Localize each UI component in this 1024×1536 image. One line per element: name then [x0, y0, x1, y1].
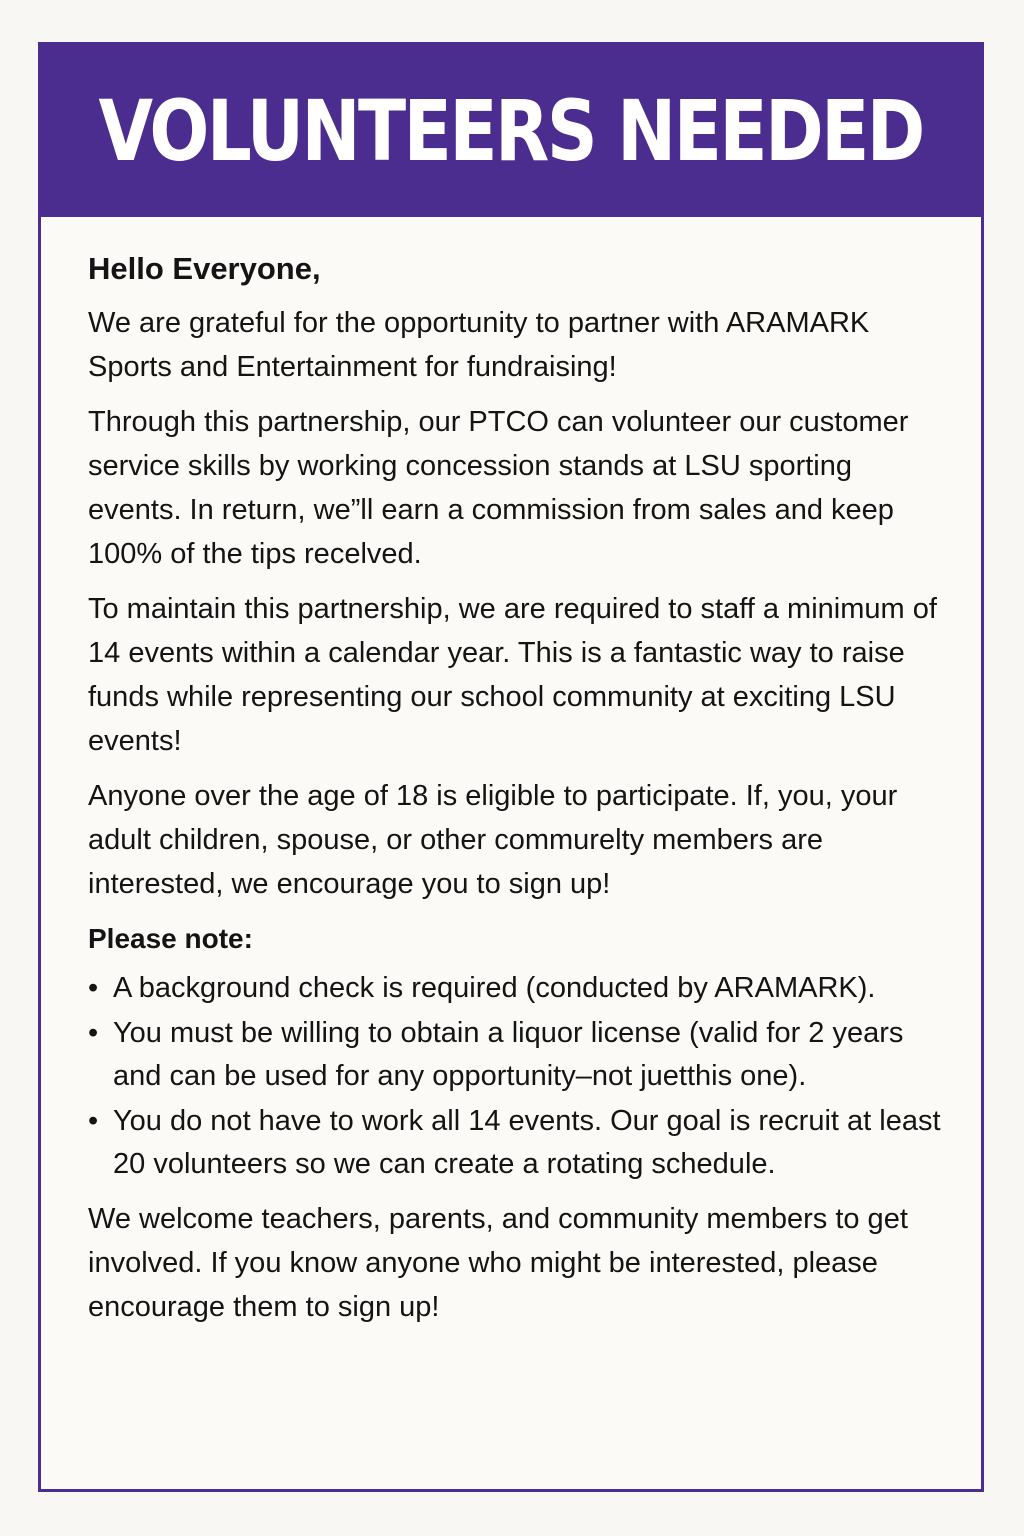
note-item-text: A background check is required (conducted by ARAMARK). [113, 972, 876, 1004]
greeting: Hello Everyone, [88, 251, 321, 286]
partnership-paragraph: Through this partnership, our PTCO can volunteer our customer service skills by working concession stands at LSU sporting events. In return, we”ll earn a commission from sales and keep 100% of the tips recelved. [88, 406, 909, 570]
bullet-icon: • [88, 1016, 99, 1049]
eligibility-paragraph: Anyone over the age of 18 is eligible to participate. If, you, your adult children, spouse, or other commurelty members are interested, we encourage you to sign up! [88, 780, 898, 900]
note-heading: Please note: [88, 923, 253, 954]
intro-paragraph: We are grateful for the opportunity to partner with ARAMARK Sports and Entertainment for fundraising! [88, 307, 870, 383]
note-item [88, 967, 948, 1011]
note-item [88, 1100, 948, 1187]
note-list [88, 967, 948, 1187]
flyer-body [88, 243, 948, 1340]
note-item-text: You do not have to work all 14 events. Our goal is recruit at least 20 volunteers so we can create a rotating schedule. [113, 1104, 941, 1180]
bullet-icon: • [88, 1104, 99, 1137]
note-item [88, 1012, 948, 1099]
note-item-text: You must be willing to obtain a liquor license (valid for 2 years and can be used for any opportunity–not juetthis one). [113, 1016, 904, 1092]
requirement-paragraph: To maintain this partnership, we are required to staff a minimum of 14 events within a calendar year. This is a fantastic way to raise funds while representing our school community at exciting LSU events! [88, 593, 937, 757]
closing-paragraph: We welcome teachers, parents, and community members to get involved. If you know anyone who might be interested, please encourage them to sign up! [88, 1202, 908, 1323]
title-banner [41, 45, 981, 217]
flyer-frame [38, 42, 984, 1492]
banner-title: VOLUNTEERS NEEDED [98, 82, 924, 180]
bullet-icon: • [88, 972, 99, 1004]
